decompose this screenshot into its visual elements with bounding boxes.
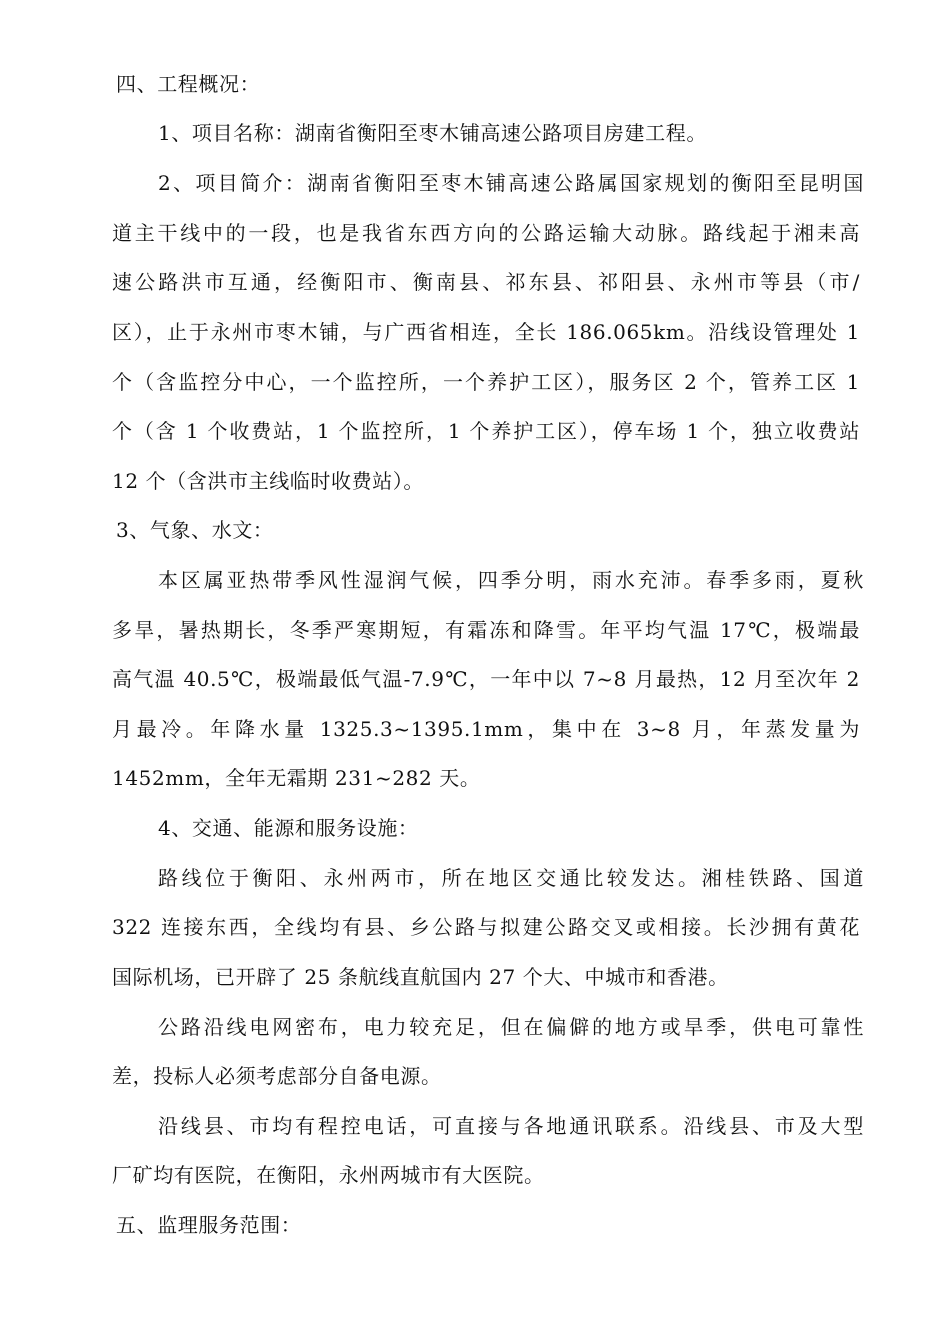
- project-intro-line-7: 12 个（含洪市主线临时收费站）。: [112, 469, 425, 493]
- climate-line-4: 月最冷。年降水量 1325.3~1395.1mm，集中在 3~8 月，年蒸发量为: [112, 717, 860, 741]
- transport-line-2: 322 连接东西，全线均有县、乡公路与拟建公路交叉或相接。长沙拥有黄花: [112, 915, 860, 939]
- section-heading-5: 五、监理服务范围：: [116, 1213, 302, 1237]
- telecom-line-2: 厂矿均有医院，在衡阳，永州两城市有大医院。: [112, 1163, 545, 1187]
- project-intro-line-6: 个（含 1 个收费站，1 个监控所，1 个养护工区），停车场 1 个，独立收费站: [112, 419, 860, 443]
- project-intro-line-4: 区），止于永州市枣木铺，与广西省相连，全长 186.065km。沿线设管理处 1: [112, 320, 860, 344]
- transport-line-1: 路线位于衡阳、永州两市，所在地区交通比较发达。湘桂铁路、国道: [158, 866, 864, 890]
- climate-line-1: 本区属亚热带季风性湿润气候，四季分明，雨水充沛。春季多雨，夏秋: [158, 568, 864, 592]
- transport-line-3: 国际机场，已开辟了 25 条航线直航国内 27 个大、中城市和香港。: [112, 965, 729, 989]
- power-line-2: 差，投标人必须考虑部分自备电源。: [112, 1064, 442, 1088]
- climate-heading: 3、气象、水文：: [116, 518, 274, 542]
- transport-heading: 4、交通、能源和服务设施：: [158, 816, 419, 840]
- project-intro-line-3: 速公路洪市互通，经衡阳市、衡南县、祁东县、祁阳县、永州市等县（市/: [112, 270, 860, 294]
- section-heading-4: 四、工程概况：: [116, 72, 261, 96]
- climate-line-5: 1452mm，全年无霜期 231~282 天。: [112, 766, 481, 790]
- project-name-paragraph: 1、项目名称：湖南省衡阳至枣木铺高速公路项目房建工程。: [158, 121, 707, 145]
- project-intro-line-2: 道主干线中的一段，也是我省东西方向的公路运输大动脉。路线起于湘耒高: [112, 221, 860, 245]
- climate-line-3: 高气温 40.5℃，极端最低气温-7.9℃，一年中以 7~8 月最热，12 月至次年 2: [112, 667, 860, 691]
- power-line-1: 公路沿线电网密布，电力较充足，但在偏僻的地方或旱季，供电可靠性: [158, 1015, 864, 1039]
- project-intro-line-1: 2、项目简介：湖南省衡阳至枣木铺高速公路属国家规划的衡阳至昆明国: [158, 171, 864, 195]
- project-intro-line-5: 个（含监控分中心，一个监控所，一个养护工区），服务区 2 个，管养工区 1: [112, 370, 860, 394]
- climate-line-2: 多旱，暑热期长，冬季严寒期短，有霜冻和降雪。年平均气温 17℃，极端最: [112, 618, 860, 642]
- telecom-line-1: 沿线县、市均有程控电话，可直接与各地通讯联系。沿线县、市及大型: [158, 1114, 864, 1138]
